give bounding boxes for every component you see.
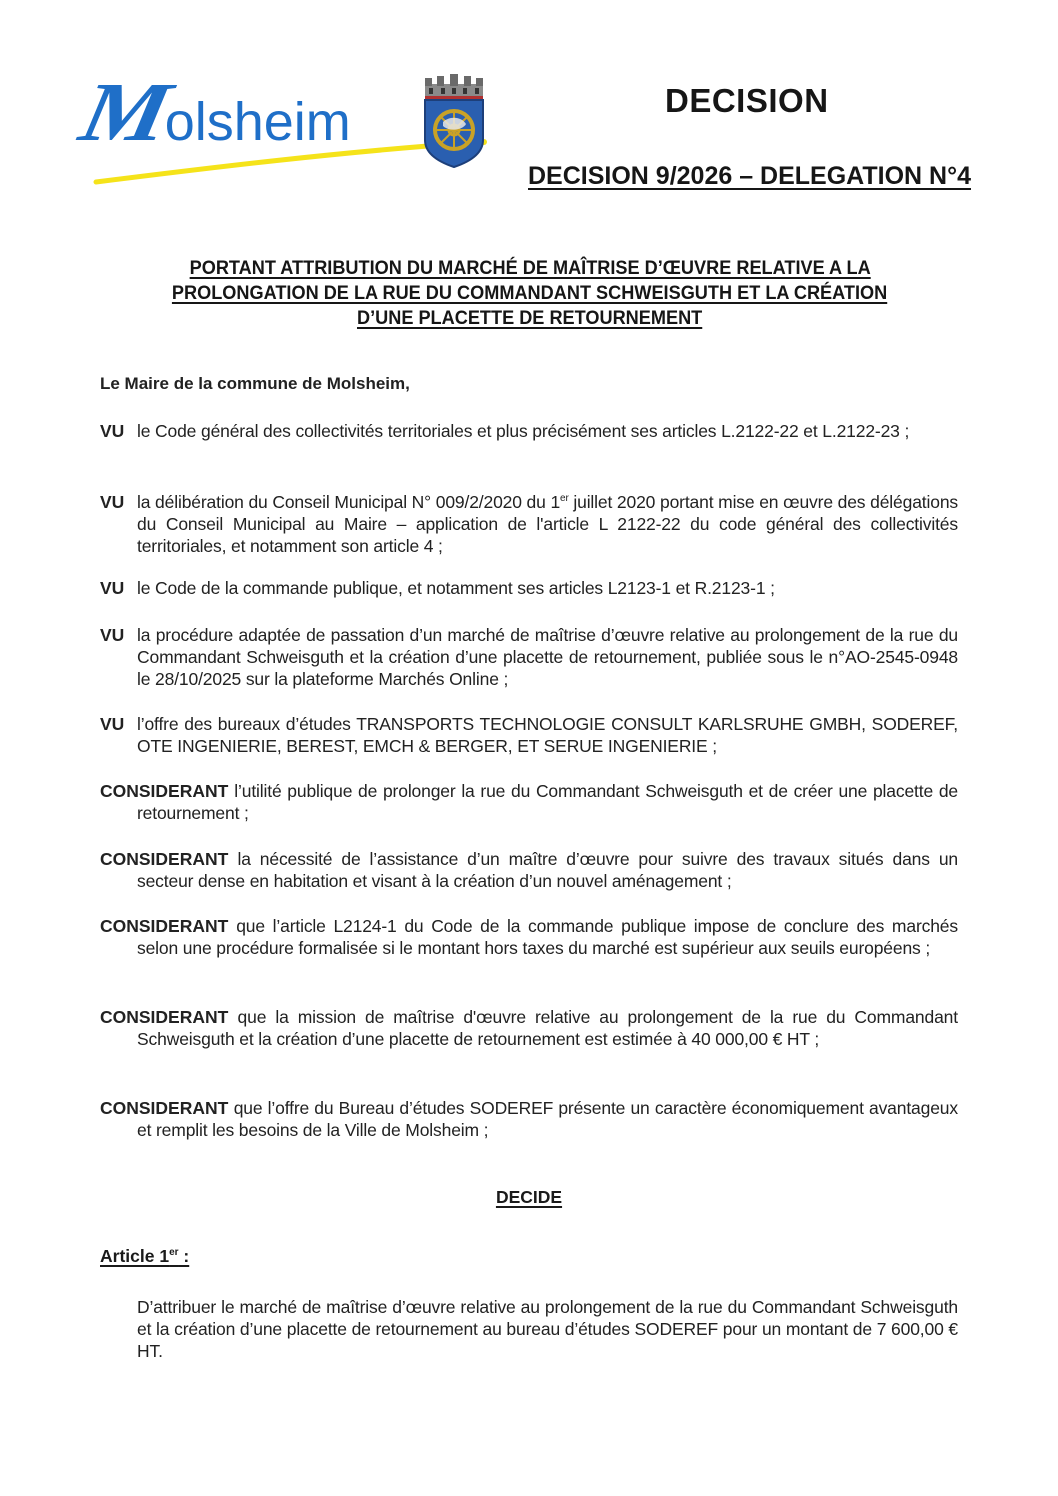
- clause-keyword: CONSIDERANT: [100, 916, 229, 936]
- clause-text: que la mission de maîtrise d'œuvre relative au prolongement de la rue du Commandant Schweisguth et la création d’une placette de retournement est estimée à 40 000,00 € HT ;: [137, 1007, 958, 1049]
- clause-considerant-4: [100, 1006, 958, 1050]
- title-line: PROLONGATION DE LA RUE DU COMMANDANT SCHWEISGUTH ET LA CRÉATION: [172, 282, 888, 304]
- article-1-heading: [100, 1246, 189, 1267]
- clause-text: la nécessité de l’assistance d’un maître d’œuvre pour suivre des travaux situés dans un secteur dense en habitation et visant à la création d’un nouvel aménagement ;: [137, 849, 958, 891]
- clause-vu-1: [100, 420, 958, 442]
- title-line: D’UNE PLACETTE DE RETOURNEMENT: [357, 307, 703, 329]
- clause-keyword: VU: [100, 625, 125, 645]
- clause-considerant-1: [100, 780, 958, 824]
- clause-text: l’offre des bureaux d’études TRANSPORTS TECHNOLOGIE CONSULT KARLSRUHE GMBH, SODEREF, OTE INGENIERIE, BEREST, EMCH & BERGER, ET SERUE INGENIERIE ;: [137, 714, 958, 756]
- clause-text: le Code général des collectivités territoriales et plus précisément ses articles L.2122-22 et L.2122-23 ;: [137, 421, 910, 441]
- clause-keyword: CONSIDERANT: [100, 849, 229, 869]
- scan-artifact: [52, 36, 55, 46]
- clause-considerant-5: [100, 1097, 958, 1141]
- article-heading-sup: er: [169, 1247, 179, 1259]
- clause-vu-4: [100, 624, 958, 690]
- clause-keyword: VU: [100, 714, 125, 734]
- article-1-text: D’attribuer le marché de maîtrise d’œuvre relative au prolongement de la rue du Commandant Schweisguth et la création d’une placette de retournement au bureau d’études SODEREF pour un montant de 7 600,00 € HT.: [137, 1297, 958, 1361]
- coat-of-arms-icon: [419, 70, 489, 170]
- clause-considerant-2: [100, 848, 958, 892]
- title-line: PORTANT ATTRIBUTION DU MARCHÉ DE MAÎTRISE D’ŒUVRE RELATIVE A LA: [189, 257, 871, 279]
- clause-keyword: CONSIDERANT: [100, 1098, 229, 1118]
- logo-name: olsheim: [164, 92, 351, 152]
- clause-text-cont: juillet 2020 portant mise en œuvre des délégations du Conseil Municipal au Maire – application de l'article L 2122-22 du code général des collectivités territoriales, et notamment son article 4 ;: [137, 491, 959, 556]
- clause-keyword: VU: [100, 578, 125, 598]
- clause-considerant-3: [100, 915, 958, 959]
- article-heading-main: Article 1: [100, 1246, 170, 1266]
- clause-keyword: CONSIDERANT: [100, 1007, 229, 1027]
- decide-heading: [0, 1187, 1058, 1208]
- clause-text: l’utilité publique de prolonger la rue du Commandant Schweisguth et de créer une placette de retournement ;: [137, 781, 958, 823]
- clause-keyword: VU: [100, 421, 125, 441]
- mayor-preamble: Le Maire de la commune de Molsheim,: [100, 374, 410, 393]
- clause-vu-5: [100, 713, 958, 757]
- clause-text: que l’article L2124-1 du Code de la commande publique impose de conclure des marchés selon une procédure formalisée si le montant hors taxes du marché est supérieur aux seuils européens ;: [137, 916, 958, 958]
- logo-initial: M: [72, 66, 174, 159]
- document-type-heading: DECISION: [665, 82, 829, 119]
- logo-wordmark: [72, 64, 351, 161]
- decision-title: [100, 256, 960, 331]
- clause-text: que l’offre du Bureau d’études SODEREF présente un caractère économiquement avantageux et remplit les besoins de la Ville de Molsheim ;: [137, 1098, 958, 1140]
- clause-text: le Code de la commande publique, et notamment ses articles L2123-1 et R.2123-1 ;: [137, 578, 775, 598]
- article-heading-colon: :: [178, 1246, 190, 1266]
- clause-vu-2: [100, 488, 958, 557]
- clause-keyword: CONSIDERANT: [100, 781, 229, 801]
- molsheim-logo: [72, 60, 498, 200]
- clause-text: la délibération du Conseil Municipal N° 009/2/2020 du 1: [137, 491, 561, 512]
- clause-vu-3: [100, 577, 958, 599]
- decision-reference: DECISION 9/2026 – DELEGATION N°4: [528, 162, 971, 190]
- clause-keyword: VU: [100, 491, 125, 512]
- clause-text: la procédure adaptée de passation d’un marché de maîtrise d’œuvre relative au prolongement de la rue du Commandant Schweisguth et la création d’une placette de retournement, publiée sous le n°AO-2545-0948 le 28/10/2025 sur la plateforme Marchés Online ;: [137, 625, 958, 689]
- clause-superscript: er: [560, 493, 569, 504]
- decide-label: DECIDE: [495, 1187, 563, 1207]
